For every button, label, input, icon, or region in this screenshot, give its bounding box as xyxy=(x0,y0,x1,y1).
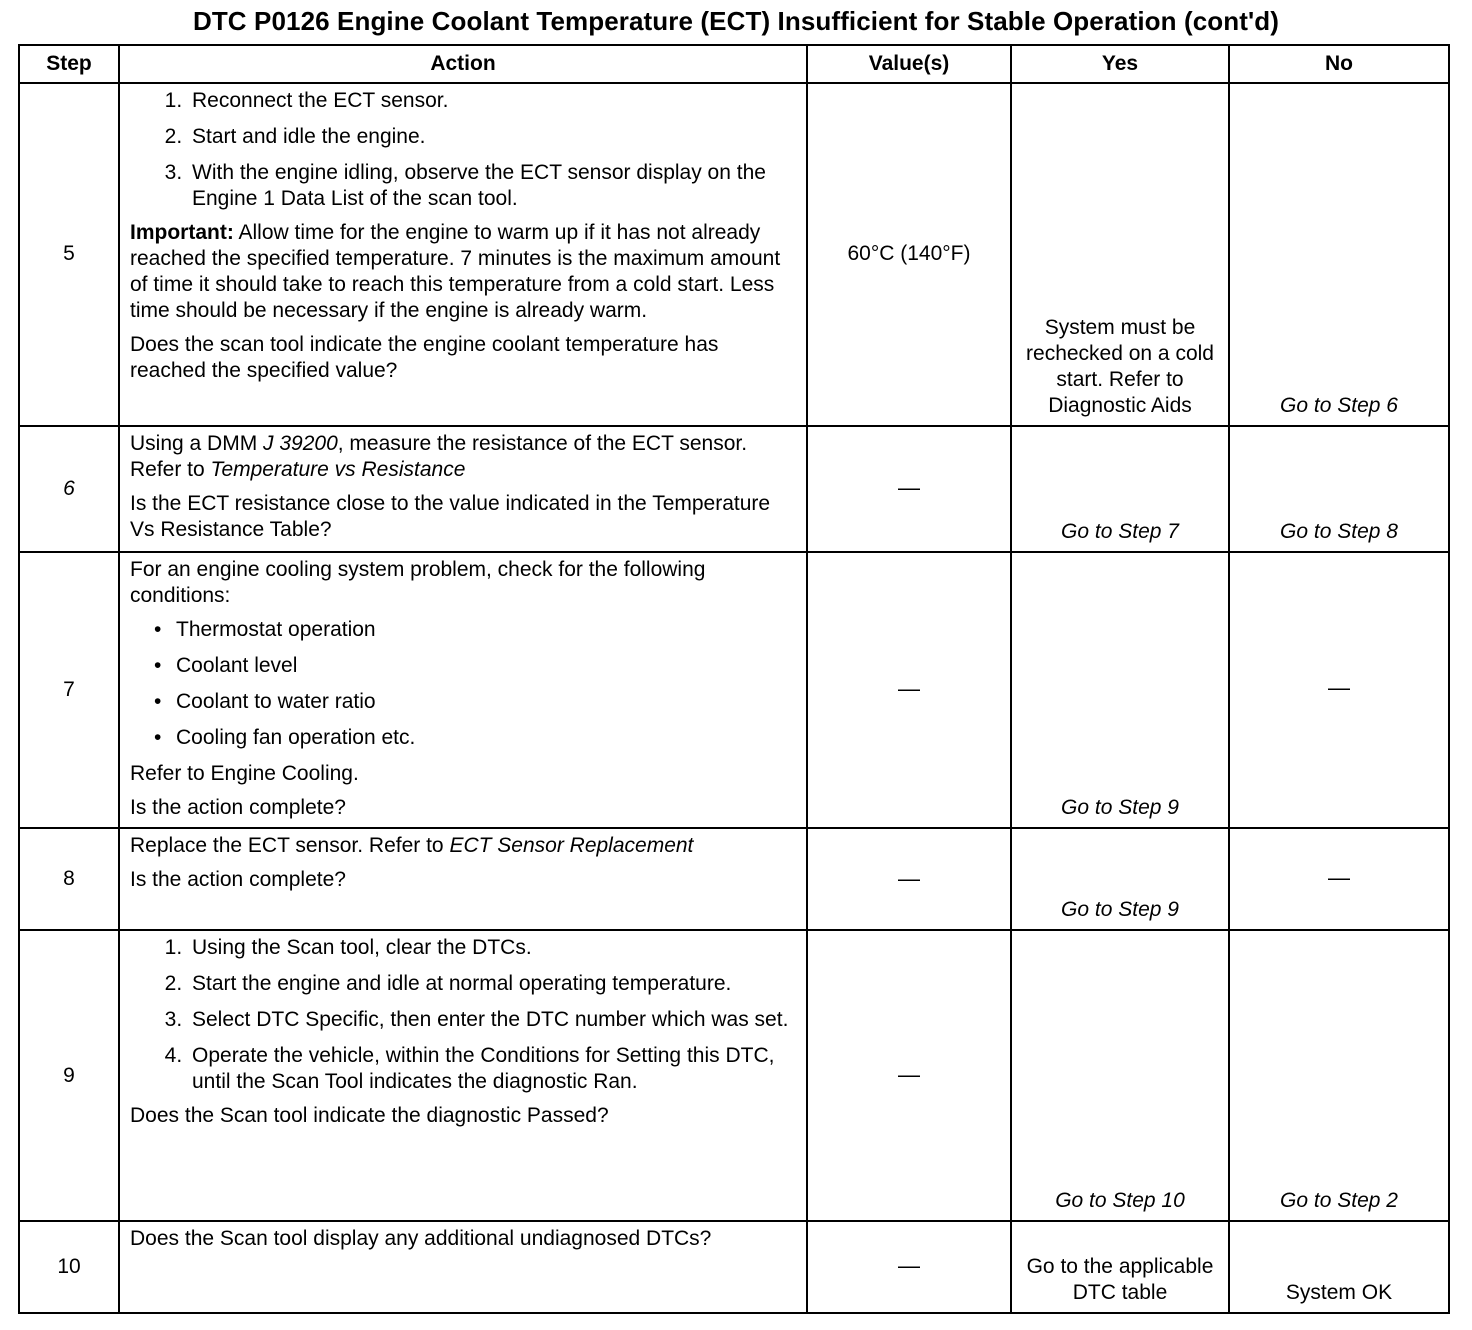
value-cell xyxy=(807,930,1011,1220)
yes-cell: Go to Step 9 xyxy=(1011,828,1229,930)
header-row xyxy=(19,45,1449,83)
action-step-item: 4. Operate the vehicle, within the Conditions for Setting this DTC, until the Scan Tool indicates the diagnostic Ran. xyxy=(188,1043,794,1095)
value-cell: 60°C (140°F) xyxy=(807,83,1011,426)
step-number: 5 xyxy=(19,83,119,426)
action-cell xyxy=(119,426,807,552)
no-cell: Go to Step 6 xyxy=(1229,83,1449,426)
header-action: Action xyxy=(119,45,807,83)
step-number: 6 xyxy=(19,426,119,552)
yes-cell: System must be rechecked on a cold start. Refer to Diagnostic Aids xyxy=(1011,83,1229,426)
table-row-step-6 xyxy=(19,426,1449,552)
table-row-step-5 xyxy=(19,83,1449,426)
action-question: Is the ECT resistance close to the value indicated in the Temperature Vs Resistance Table? xyxy=(130,491,771,541)
action-step-item: 2. Start the engine and idle at normal operating temperature. xyxy=(188,971,794,997)
list-item: • Cooling fan operation etc. xyxy=(176,725,794,751)
document-reference: ECT Sensor Replacement xyxy=(449,834,694,858)
important-note xyxy=(130,220,794,324)
instruction-text: , measure the resistance of the ECT sensor. Refer to xyxy=(130,431,748,481)
no-cell xyxy=(1229,552,1449,828)
action-question: Does the scan tool indicate the engine coolant temperature has reached the specified value? xyxy=(130,333,719,382)
no-dash: — xyxy=(1328,675,1350,701)
action-step-item: 1. Using the Scan tool, clear the DTCs. xyxy=(188,935,794,961)
list-item: • Coolant to water ratio xyxy=(176,689,794,715)
step-number: 7 xyxy=(19,552,119,828)
no-cell xyxy=(1229,828,1449,930)
value-dash: — xyxy=(898,475,920,501)
value-dash: — xyxy=(898,1253,920,1279)
no-cell: Go to Step 2 xyxy=(1229,930,1449,1220)
yes-cell: Go to Step 9 xyxy=(1011,552,1229,828)
yes-cell: Go to Step 10 xyxy=(1011,930,1229,1220)
table-row-step-8 xyxy=(19,828,1449,930)
step-number: 8 xyxy=(19,828,119,930)
action-question: Is the action complete? xyxy=(130,868,346,892)
action-step-item: 3. Select DTC Specific, then enter the DTC number which was set. xyxy=(188,1007,794,1033)
value-dash: — xyxy=(898,676,920,702)
action-step-item: 3. With the engine idling, observe the ECT sensor display on the Engine 1 Data List of the scan tool. xyxy=(188,160,794,212)
action-cell xyxy=(119,930,807,1220)
value-dash: — xyxy=(898,865,920,891)
tool-reference: J 39200 xyxy=(263,431,338,455)
document-reference: Temperature vs Resistance xyxy=(210,457,466,481)
action-question: Does the Scan tool display any additional undiagnosed DTCs? xyxy=(130,1226,712,1250)
action-instruction: For an engine cooling system problem, check for the following conditions: xyxy=(130,557,706,607)
value-dash: — xyxy=(898,1062,920,1088)
value-cell xyxy=(807,552,1011,828)
action-reference: Refer to Engine Cooling. xyxy=(130,761,359,785)
action-question: Is the action complete? xyxy=(130,795,346,819)
page-title: DTC P0126 Engine Coolant Temperature (ECT) Insufficient for Stable Operation (cont'd) xyxy=(192,6,1280,36)
step-number: 9 xyxy=(19,930,119,1220)
header-no: No xyxy=(1229,45,1449,83)
action-instruction xyxy=(130,833,794,859)
header-yes: Yes xyxy=(1011,45,1229,83)
header-step: Step xyxy=(19,45,119,83)
action-steps xyxy=(130,88,794,212)
value-cell xyxy=(807,828,1011,930)
action-instruction xyxy=(130,431,794,483)
instruction-text: Using a DMM xyxy=(130,431,264,455)
action-steps xyxy=(130,935,794,1095)
action-question: Does the Scan tool indicate the diagnostic Passed? xyxy=(130,1104,609,1128)
important-label: Important: xyxy=(130,221,234,244)
value-cell xyxy=(807,426,1011,552)
list-item: • Coolant level xyxy=(176,653,794,679)
no-cell: Go to Step 8 xyxy=(1229,426,1449,552)
action-cell xyxy=(119,828,807,930)
action-cell xyxy=(119,83,807,426)
table-row-step-10 xyxy=(19,1221,1449,1313)
table-row-step-9 xyxy=(19,930,1449,1220)
yes-cell: Go to the applicable DTC table xyxy=(1011,1221,1229,1313)
instruction-text: Replace the ECT sensor. Refer to xyxy=(130,834,450,858)
action-cell xyxy=(119,552,807,828)
list-item: • Thermostat operation xyxy=(176,617,794,643)
no-cell: System OK xyxy=(1229,1221,1449,1313)
value-cell xyxy=(807,1221,1011,1313)
action-cell xyxy=(119,1221,807,1313)
important-text: Allow time for the engine to warm up if it has not already reached the specified temperature. 7 minutes is the maximum amount of time it should take to reach this temperature from a cold start. Less time should be necessary if the engine is already warm. xyxy=(130,221,781,322)
table-row-step-7 xyxy=(19,552,1449,828)
no-dash: — xyxy=(1328,864,1350,890)
diagnostic-table xyxy=(18,44,1450,1314)
action-step-item: 1. Reconnect the ECT sensor. xyxy=(188,88,794,114)
condition-list xyxy=(130,617,794,751)
step-number: 10 xyxy=(19,1221,119,1313)
yes-cell: Go to Step 7 xyxy=(1011,426,1229,552)
header-values: Value(s) xyxy=(807,45,1011,83)
action-step-item: 2. Start and idle the engine. xyxy=(188,124,794,150)
